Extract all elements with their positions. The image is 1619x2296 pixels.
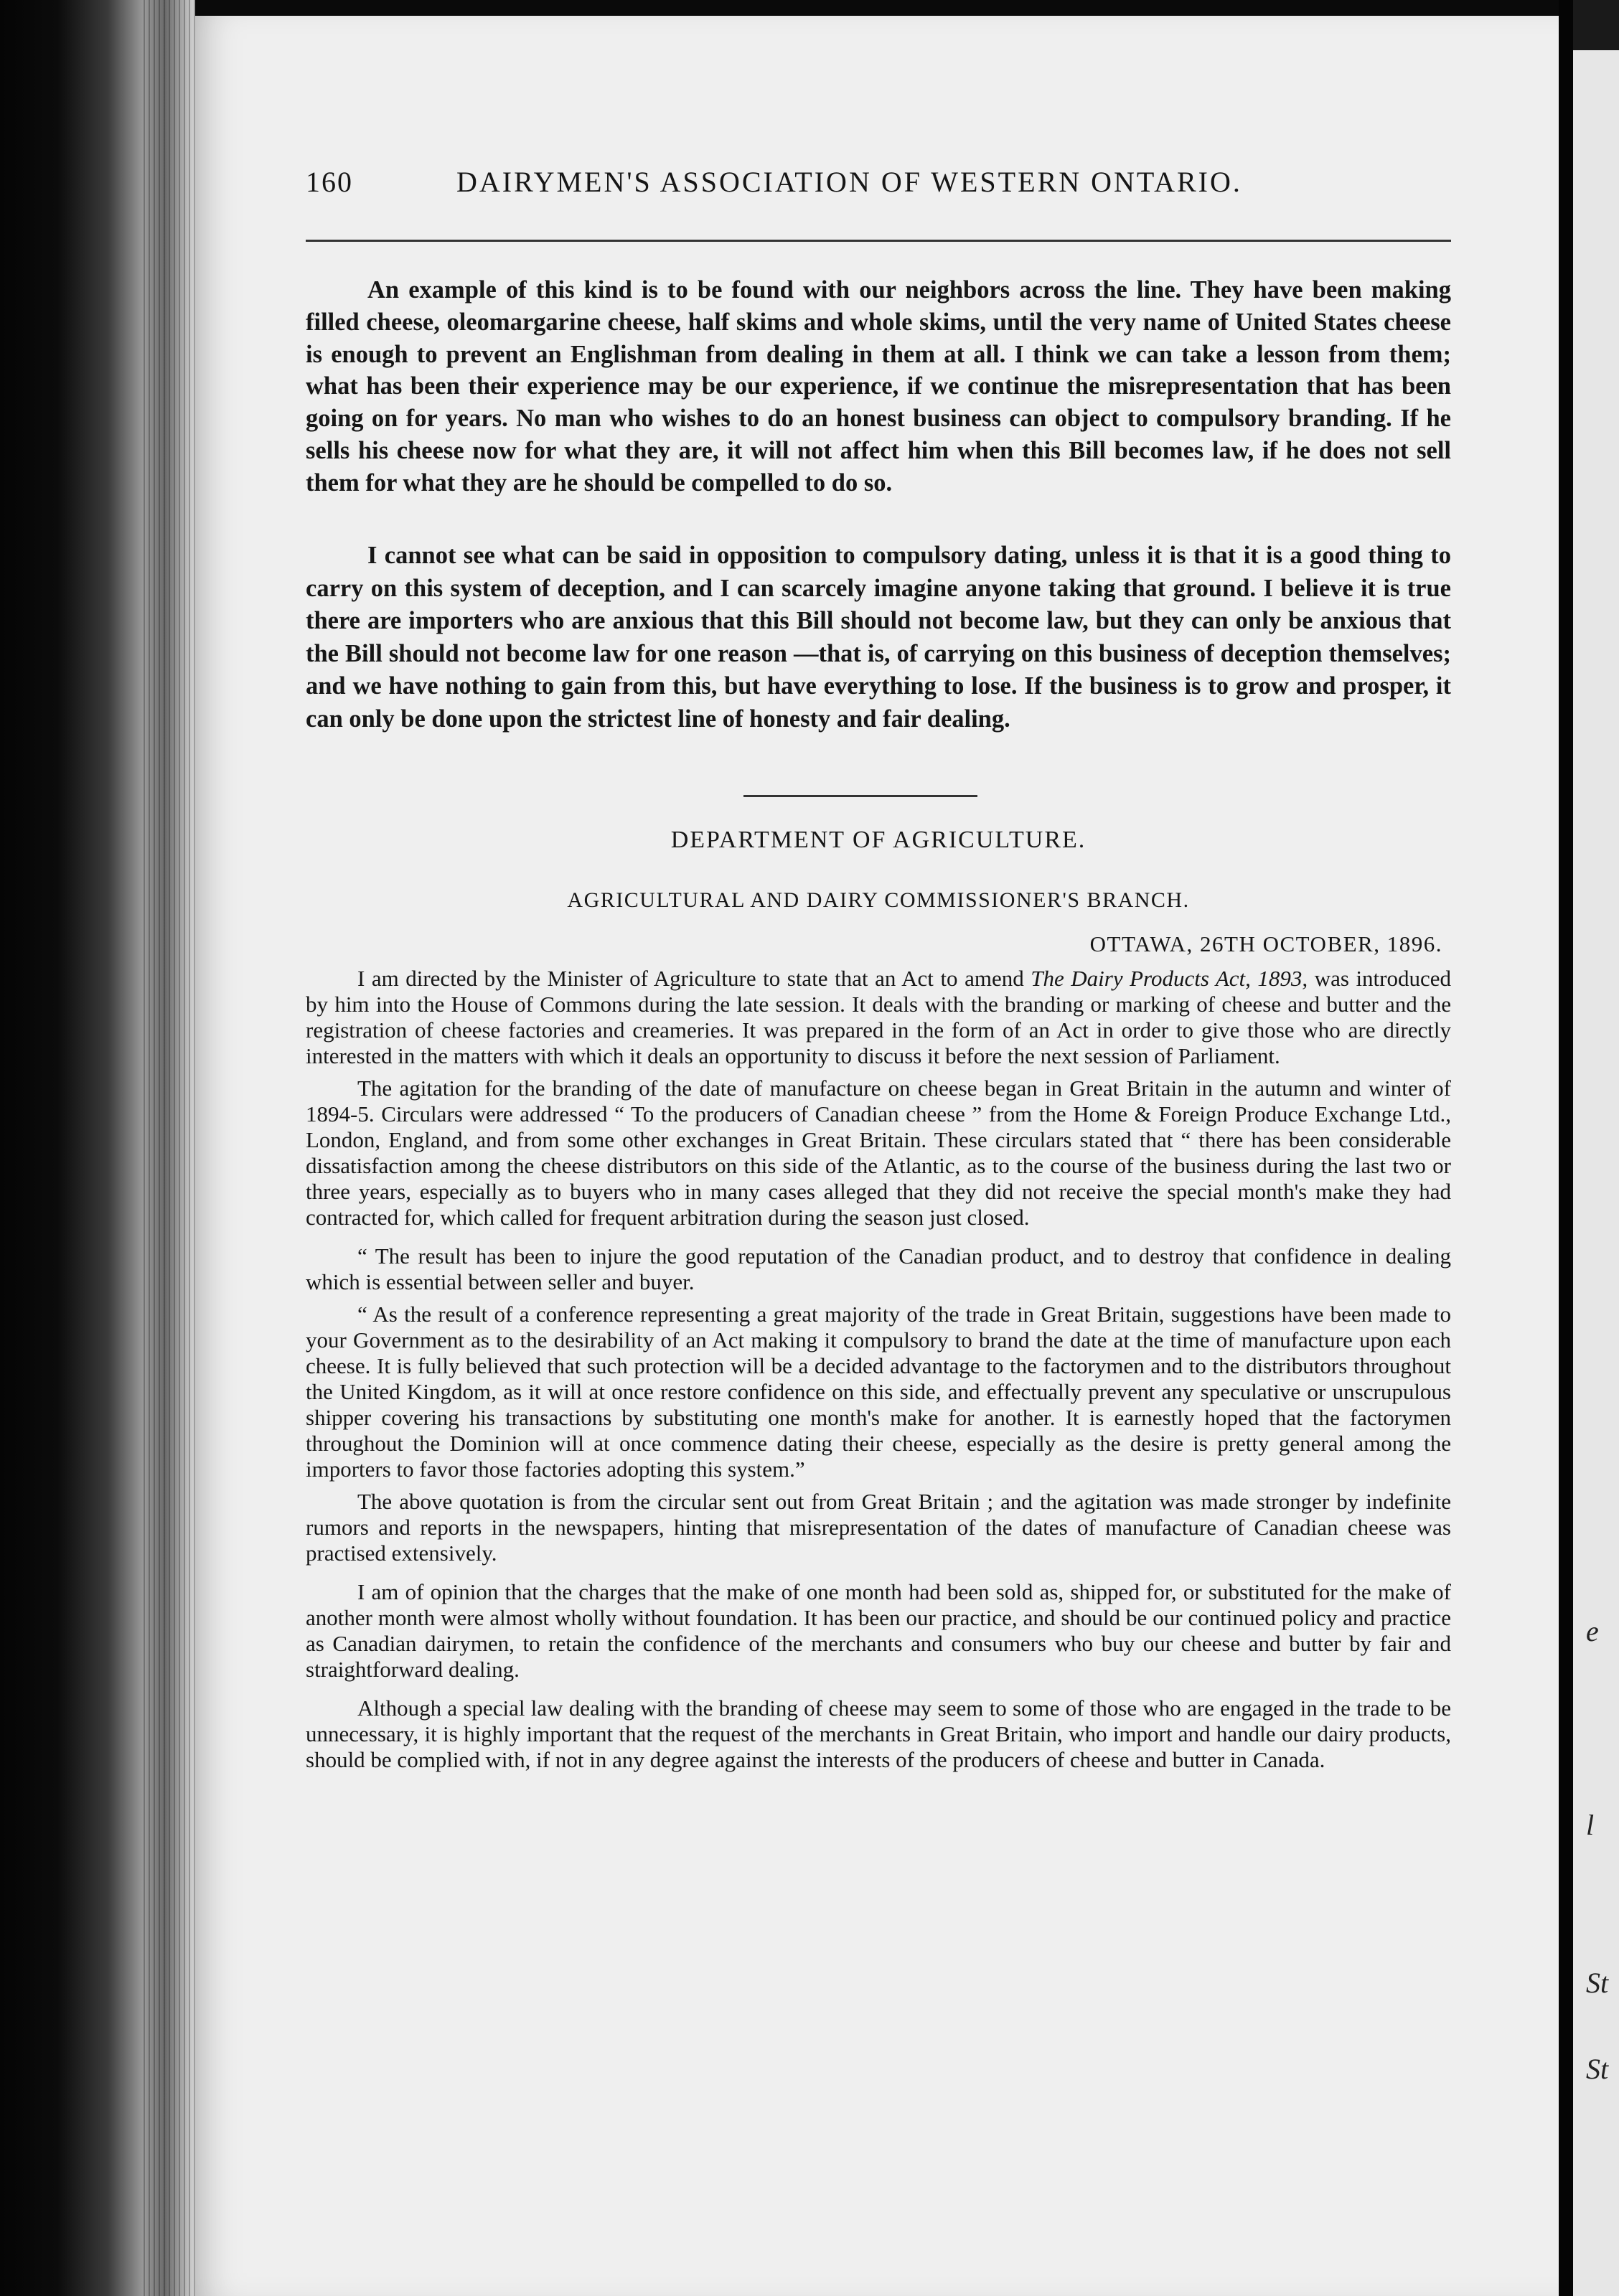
paragraph-text: The agitation for the branding of the date of manufacture on cheese began in Great Britain in the autumn and winter of 1894-5. Circulars were addressed “ To the producers of Canadian cheese ” from the Home & Foreign Produce Exchange Ltd., London, England, and from some other exchanges in Great Britain. These circulars stated that “ there has been considerable dissatisfaction among the cheese distributors on this side of the Atlantic, as to the course of the business during the last two or three years, especially as to buyers who in many cases alleged that they did not receive the special month's make they had contracted for, which called for frequent arbitration during the season just closed. xyxy=(306,1076,1451,1230)
paragraph xyxy=(306,540,1451,736)
margin-fragment: St xyxy=(1586,1967,1609,1999)
dateline: OTTAWA, 26TH OCTOBER, 1896. xyxy=(1089,931,1442,956)
paragraph-text: I am of opinion that the charges that the make of one month had been sold as, shipped for, or substituted for the make of another month were almost wholly without foundation. It has been our practice, and should be our continued policy and practice as Canadian dairymen, to retain the confidence of the merchants and consumers who buy our cheese and butter by fair and straightforward dealing. xyxy=(306,1579,1451,1682)
page-number: 160 xyxy=(306,166,353,198)
paragraph-text: Although a special law dealing with the branding of cheese may seem to some of those who are engaged in the trade to be unnecessary, it is highly important that the request of the merchants in Great Britain, who import and handle our dairy products, should be complied with, if not in any degree against the interests of the producers of cheese and butter in Canada. xyxy=(306,1695,1451,1772)
section-divider xyxy=(743,795,977,797)
running-header xyxy=(306,165,1454,208)
paragraph-text: The above quotation is from the circular sent out from Great Britain ; and the agitation was made stronger by indefinite rumors and reports in the newspapers, hinting that misrepresentation of the dates of manufacture of Canadian cheese was practised extensively. xyxy=(306,1489,1451,1566)
page-edges xyxy=(144,0,201,2296)
scan-border-top xyxy=(195,0,1559,16)
margin-fragment: e xyxy=(1586,1615,1599,1647)
paragraph-text: “ As the result of a conference representing a great majority of the trade in Great Britain, suggestions have been made to your Government as to the desirability of an Act making it compulsory to brand the date at the time of manufacture upon each cheese. It is fully believed that such protection will be a decided advantage to the factorymen and to the distributors throughout the United Kingdom, as it will at once restore confidence on this side, and effectually prevent any speculative or unscrupulous shipper covering his transactions by substituting one month's make for another. It is earnestly hoped that the factorymen throughout the Dominion will at once commence dating their cheese, especially as the desire is pretty general among the importers to favor those factories adopting this system.” xyxy=(306,1302,1451,1482)
section-heading: DEPARTMENT OF AGRICULTURE. xyxy=(670,827,1087,853)
paragraph xyxy=(306,274,1451,499)
running-title: DAIRYMEN'S ASSOCIATION OF WESTERN ONTARIO. xyxy=(456,166,1242,198)
scan-border-gutter xyxy=(1559,0,1573,2296)
paragraph-text: An example of this kind is to be found with our neighbors across the line. They have been making filled cheese, oleomargarine cheese, half skims and whole skims, until the very name of United States cheese is enough to prevent an Englishman from dealing in them at all. I think we can take a lesson from them; what has been their experience may be our experience, if we continue the misrepresentation that has been going on for years. No man who wishes to do an honest business can object to compulsory branding. If he sells his cheese now for what they are, it will not affect him when this Bill becomes law, if he does not sell them for what they are he should be compelled to do so. xyxy=(306,276,1451,497)
text-run: I am directed by the Minister of Agriculture to state that an Act to amend xyxy=(357,966,1031,991)
margin-fragment: St xyxy=(1586,2053,1609,2085)
header-rule xyxy=(306,240,1451,242)
facing-page-edge xyxy=(1573,50,1619,2296)
section-subheading: AGRICULTURAL AND DAIRY COMMISSIONER'S BRANCH. xyxy=(567,888,1190,912)
paragraph-text xyxy=(306,966,1451,1069)
text-run: was introduced by him into the House of Commons during the late session. It deals with the branding or marking of cheese and butter and the registration of cheese factories and creameries. It was prepared in the form of an Act in order to give those who are directly interested in the matters with which it deals an opportunity to discuss it before the next session of Parliament. xyxy=(306,966,1452,1068)
margin-fragment: l xyxy=(1586,1809,1595,1841)
letter-body xyxy=(306,966,1451,1786)
act-title: The Dairy Products Act, 1893, xyxy=(1031,966,1308,991)
paragraph-text: “ The result has been to injure the good reputation of the Canadian product, and to destroy that confidence in dealing which is essential between seller and buyer. xyxy=(306,1243,1451,1294)
paragraph-text: I cannot see what can be said in opposition to compulsory dating, unless it is that it is a good thing to carry on this system of deception, and I can scarcely imagine anyone taking that ground. I believe it is true there are importers who are anxious that this Bill should not become law, but they can only be anxious that the Bill should not become law for one reason —that is, of carrying on this business of deception themselves; and we have nothing to gain from this, but have everything to lose. If the business is to grow and prosper, it can only be done upon the strictest line of honesty and fair dealing. xyxy=(306,542,1451,733)
